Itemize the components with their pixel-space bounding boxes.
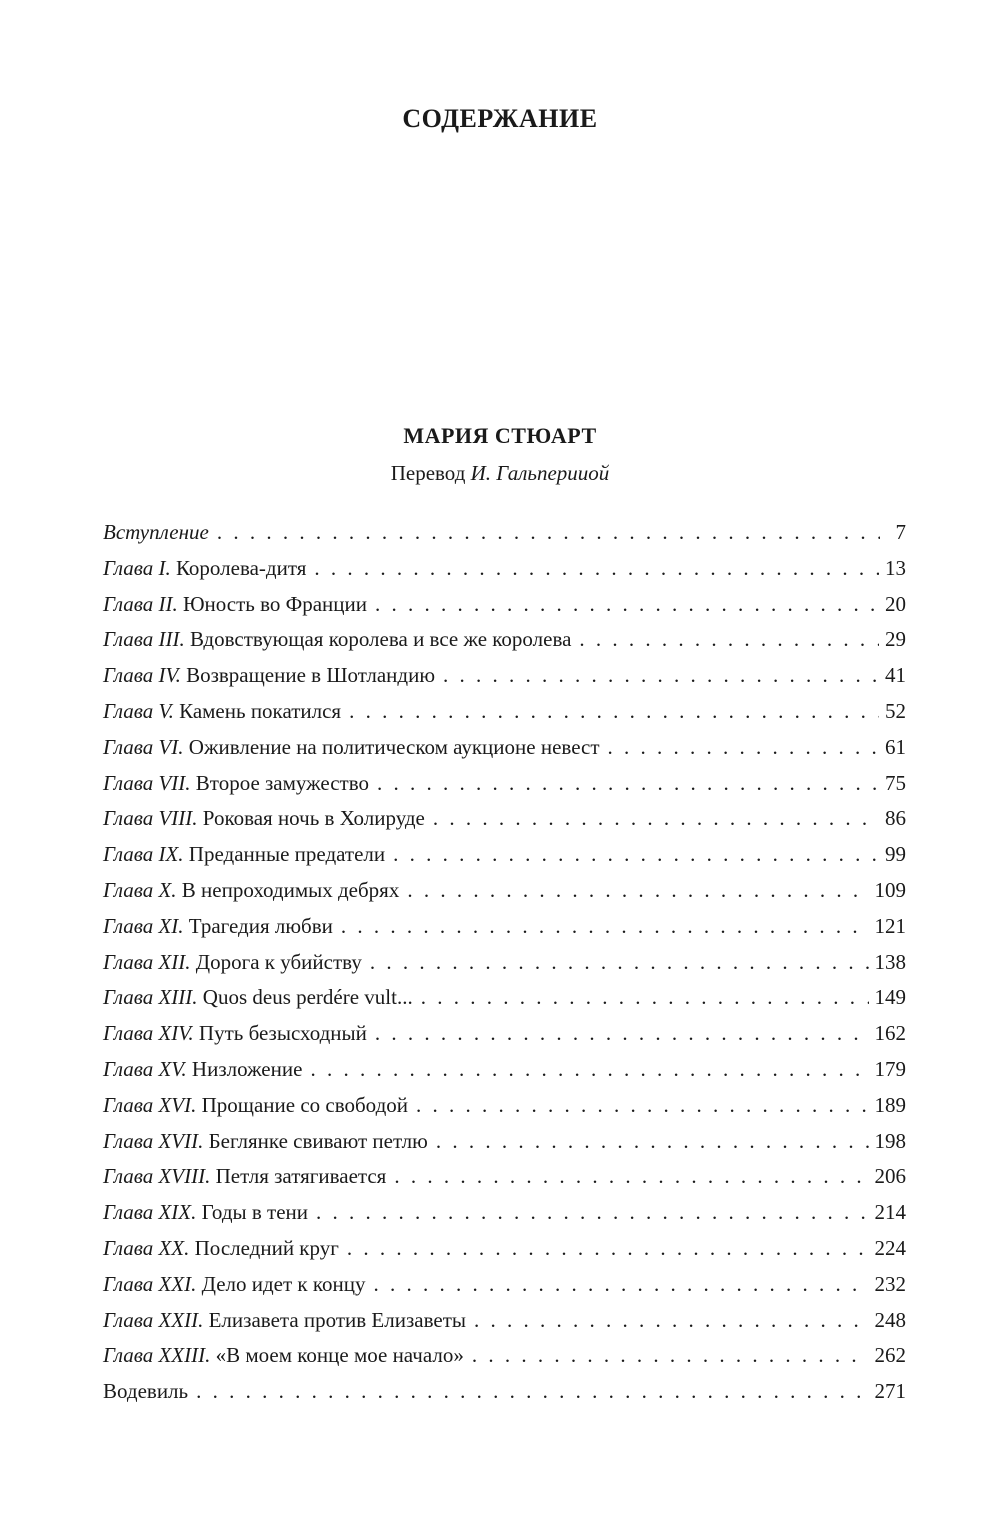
- toc-entry[interactable]: [103, 806, 906, 842]
- toc-dot-leader: [474, 1308, 869, 1333]
- translation-prefix: Перевод: [390, 461, 466, 485]
- toc-entry-label: [103, 663, 435, 688]
- toc-entry-page-number: 99: [885, 842, 906, 867]
- toc-entry-label: [103, 1200, 308, 1225]
- toc-dot-leader: [443, 663, 879, 688]
- toc-dot-leader: [375, 592, 879, 617]
- toc-entry-label: [103, 1343, 464, 1368]
- toc-entry[interactable]: [103, 1379, 906, 1415]
- toc-entry-label: [103, 592, 367, 617]
- toc-entry[interactable]: [103, 950, 906, 986]
- toc-dot-leader: [347, 1236, 869, 1261]
- toc-entry-label: [103, 985, 413, 1010]
- toc-entry-label: [103, 1093, 408, 1118]
- toc-dot-leader: [433, 806, 879, 831]
- toc-entry-label: [103, 1236, 339, 1261]
- toc-entry-chapter-number: Глава XIII.: [103, 985, 198, 1010]
- toc-entry-title: Беглянке свивают петлю: [208, 1128, 428, 1153]
- toc-entry-title: Королева-дитя: [175, 555, 307, 580]
- toc-entry-page-number: 121: [874, 913, 906, 938]
- toc-entry-chapter-number: Глава X.: [103, 877, 177, 902]
- toc-entry[interactable]: [103, 735, 906, 771]
- toc-entry-chapter-number: Глава XI.: [103, 913, 184, 938]
- toc-dot-leader: [316, 1200, 869, 1225]
- toc-entry-label: [103, 1379, 188, 1404]
- toc-dot-leader: [393, 842, 879, 867]
- toc-entry-title: Quos deus perdére vult...: [202, 985, 413, 1010]
- toc-entry[interactable]: [103, 663, 906, 699]
- toc-entry-chapter-number: Глава XXI.: [103, 1271, 197, 1296]
- toc-entry-label: [103, 771, 369, 796]
- toc-entry[interactable]: [103, 771, 906, 807]
- toc-dot-leader: [416, 1093, 869, 1118]
- toc-entry-label: [103, 627, 571, 652]
- toc-dot-leader: [472, 1343, 869, 1368]
- toc-entry-label: [103, 556, 306, 581]
- toc-entry-chapter-number: Глава IV.: [103, 663, 181, 688]
- toc-entry-chapter-number: Глава XXIII.: [103, 1343, 211, 1368]
- toc-entry-chapter-number: Глава XVI.: [103, 1092, 197, 1117]
- toc-entry-chapter-number: Глава I.: [103, 555, 171, 580]
- toc-entry-page-number: 41: [885, 663, 906, 688]
- toc-entry-chapter-number: Вступление: [103, 520, 209, 544]
- toc-entry-chapter-number: Глава XIV.: [103, 1021, 194, 1046]
- toc-dot-leader: [436, 1129, 869, 1154]
- toc-entry-title: Второе замужество: [195, 770, 369, 795]
- toc-entry-title: Возвращение в Шотландию: [186, 663, 436, 688]
- toc-entry[interactable]: [103, 1236, 906, 1272]
- toc-entry-chapter-number: Глава V.: [103, 698, 174, 723]
- toc-entry-label: [103, 735, 600, 760]
- toc-entry-page-number: 179: [874, 1056, 906, 1081]
- toc-entry-page-number: 248: [874, 1307, 906, 1332]
- toc-entry-chapter-number: Глава XV.: [103, 1056, 187, 1081]
- toc-entry-title: Юность во Франции: [182, 591, 368, 616]
- toc-entry-title: Трагедия любви: [188, 913, 333, 938]
- toc-entry-page-number: 232: [874, 1271, 906, 1296]
- toc-entry[interactable]: [103, 1308, 906, 1344]
- toc-entry-page-number: 162: [874, 1021, 906, 1046]
- toc-entry-title: Дорога к убийству: [195, 949, 362, 974]
- toc-entry-chapter-number: Глава XX.: [103, 1235, 190, 1260]
- toc-entry-page-number: 214: [874, 1200, 906, 1225]
- toc-entry-chapter-number: Глава VI.: [103, 734, 184, 759]
- toc-entry-page-number: 109: [874, 877, 906, 902]
- translation-credit: [0, 461, 1000, 486]
- toc-entry-label: [103, 842, 385, 867]
- toc-entry[interactable]: [103, 878, 906, 914]
- toc-entry[interactable]: [103, 1129, 906, 1165]
- toc-entry-page-number: 149: [874, 985, 906, 1010]
- toc-entry-label: [103, 699, 341, 724]
- toc-entry-label: [103, 806, 425, 831]
- toc-entry-page-number: 86: [885, 806, 906, 831]
- toc-entry-title: Вдовствующая королева и все же королева: [189, 627, 572, 652]
- toc-entry-title: В непроходимых дебрях: [181, 877, 400, 902]
- toc-entry[interactable]: [103, 556, 906, 592]
- toc-entry-title: Последний круг: [194, 1235, 339, 1260]
- toc-entry[interactable]: [103, 985, 906, 1021]
- toc-entry-label: [103, 1129, 428, 1154]
- toc-entry-page-number: 13: [885, 555, 906, 580]
- toc-entry[interactable]: [103, 1200, 906, 1236]
- toc-entry-page-number: 224: [874, 1235, 906, 1260]
- toc-entry-page-number: 61: [885, 734, 906, 759]
- toc-entry-chapter-number: Глава IX.: [103, 842, 184, 867]
- toc-entry-chapter-number: Глава XVII.: [103, 1128, 204, 1153]
- toc-dot-leader: [314, 556, 879, 581]
- toc-entry-title: Годы в тени: [201, 1200, 308, 1225]
- toc-entry[interactable]: [103, 1272, 906, 1308]
- toc-dot-leader: [310, 1057, 868, 1082]
- toc-dot-leader: [377, 771, 879, 796]
- toc-dot-leader: [370, 950, 869, 975]
- toc-entry-page-number: 29: [885, 627, 906, 652]
- toc-entry-title: Петля затягивается: [215, 1164, 387, 1189]
- toc-entry-page-number: 262: [874, 1343, 906, 1368]
- toc-entry-title: Камень покатился: [179, 698, 342, 723]
- toc-entry-title: Прощание со свободой: [201, 1092, 408, 1117]
- toc-entry-title: Оживление на политическом аукционе невест: [188, 734, 600, 759]
- toc-entry-title: «В моем конце мое начало»: [215, 1343, 464, 1368]
- toc-entry[interactable]: [103, 1343, 906, 1379]
- toc-entry-page-number: 20: [885, 591, 906, 616]
- toc-entry-chapter-number: Глава II.: [103, 591, 178, 616]
- toc-entry[interactable]: [103, 1021, 906, 1057]
- toc-entry[interactable]: [103, 520, 906, 556]
- toc-entry-label: [103, 1308, 466, 1333]
- toc-entry-title: Преданные предатели: [188, 842, 386, 867]
- toc-entry-label: [103, 520, 209, 545]
- toc-entry[interactable]: [103, 1057, 906, 1093]
- toc-dot-leader: [394, 1164, 868, 1189]
- toc-dot-leader: [407, 878, 868, 903]
- toc-entry-label: [103, 914, 333, 939]
- toc-entry-chapter-number: Глава III.: [103, 627, 185, 652]
- toc-entry-title: Низложение: [191, 1056, 303, 1081]
- toc-entry-label: [103, 878, 399, 903]
- toc-entry-page-number: 206: [874, 1164, 906, 1189]
- toc-dot-leader: [196, 1379, 868, 1404]
- toc-entry[interactable]: [103, 914, 906, 950]
- toc-dot-leader: [375, 1021, 869, 1046]
- toc-entry[interactable]: [103, 699, 906, 735]
- toc-entry-label: [103, 1272, 366, 1297]
- toc-dot-leader: [374, 1272, 869, 1297]
- toc-entry-chapter-number: Глава VII.: [103, 770, 191, 795]
- toc-dot-leader: [341, 914, 869, 939]
- toc-entry-title: Роковая ночь в Холируде: [202, 806, 425, 831]
- toc-dot-leader: [217, 520, 880, 545]
- toc-entry-page-number: 75: [885, 770, 906, 795]
- toc-dot-leader: [349, 699, 879, 724]
- toc-entry[interactable]: [103, 1093, 906, 1129]
- toc-entry-page-number: 271: [874, 1379, 906, 1404]
- toc-entry[interactable]: [103, 842, 906, 878]
- toc-dot-leader: [421, 985, 869, 1010]
- toc-entry[interactable]: [103, 592, 906, 628]
- toc-entry-page-number: 198: [874, 1128, 906, 1153]
- toc-entry-page-number: 52: [885, 698, 906, 723]
- toc-entry-label: [103, 1021, 367, 1046]
- toc-entry-title: Дело идет к концу: [201, 1271, 366, 1296]
- toc-entry-label: [103, 1164, 386, 1189]
- toc-entry-title: Путь безысходный: [198, 1021, 367, 1046]
- toc-entry-title: Елизавета против Елизаветы: [208, 1307, 466, 1332]
- toc-entry[interactable]: [103, 627, 906, 663]
- toc-entry-page-number: 7: [895, 520, 906, 544]
- toc-entry-label: [103, 1057, 302, 1082]
- toc-entry-chapter-number: Глава VIII.: [103, 806, 198, 831]
- toc-entry[interactable]: [103, 1164, 906, 1200]
- toc-dot-leader: [608, 735, 879, 760]
- work-title: МАРИЯ СТЮАРТ: [403, 423, 597, 448]
- toc-entry-chapter-number: Глава XVIII.: [103, 1164, 211, 1189]
- toc-entry-label: [103, 950, 362, 975]
- toc-entry-page-number: 138: [874, 949, 906, 974]
- toc-entry-page-number: 189: [874, 1092, 906, 1117]
- table-of-contents: [103, 520, 906, 1415]
- translator-name: И. Гальперииой: [470, 461, 610, 485]
- toc-entry-chapter-number: Глава XXII.: [103, 1307, 204, 1332]
- toc-entry-chapter-number: Глава XIX.: [103, 1200, 197, 1225]
- toc-dot-leader: [579, 627, 879, 652]
- page-title: СОДЕРЖАНИЕ: [402, 104, 598, 133]
- toc-entry-title: Водевиль: [103, 1379, 189, 1404]
- toc-entry-chapter-number: Глава XII.: [103, 949, 191, 974]
